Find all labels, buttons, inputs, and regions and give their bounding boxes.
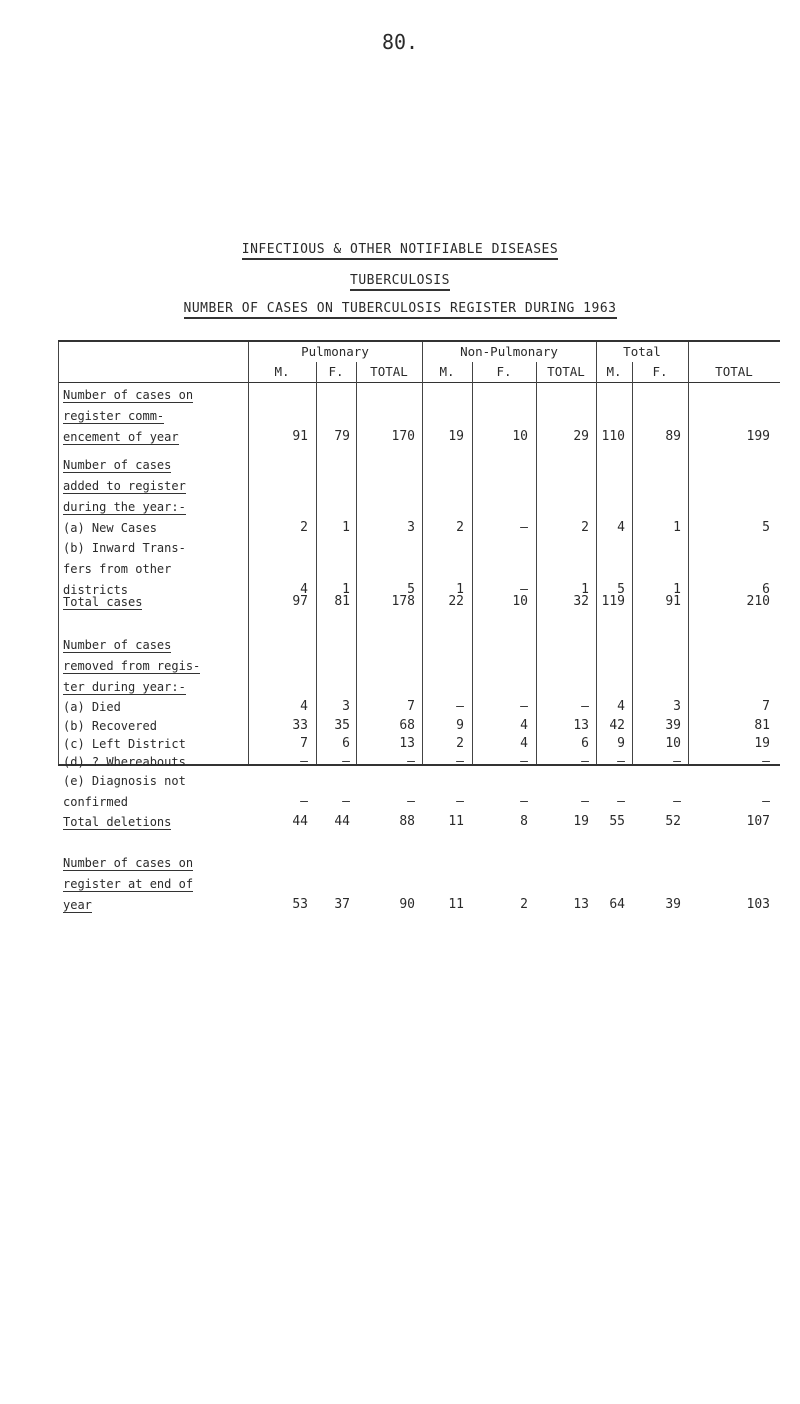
table-cell: 210 xyxy=(746,594,770,609)
row-label-line: during the year:- xyxy=(63,500,186,514)
table-cell: 89 xyxy=(665,429,681,444)
table-cell: – xyxy=(520,794,528,809)
table-cell: 4 xyxy=(617,520,625,535)
table-cell: – xyxy=(762,794,770,809)
col-divider xyxy=(356,362,357,764)
group-header-total: Total xyxy=(623,344,661,359)
col-divider xyxy=(472,362,473,764)
table-cell: 19 xyxy=(573,814,589,829)
table-cell: 37 xyxy=(334,897,350,912)
col-header-nonpulm-m: M. xyxy=(439,364,455,379)
table-cell: 29 xyxy=(573,429,589,444)
table-cell: 5 xyxy=(762,520,770,535)
table-cell: – xyxy=(456,754,464,769)
col-divider xyxy=(632,362,633,764)
table-cell: 39 xyxy=(665,897,681,912)
col-header-total-m: M. xyxy=(606,364,622,379)
table-cell: 1 xyxy=(581,582,589,597)
table-cell: – xyxy=(342,794,350,809)
table-cell: 5 xyxy=(617,582,625,597)
tuberculosis-register-table xyxy=(58,340,780,912)
table-cell: 10 xyxy=(665,736,681,751)
row-label xyxy=(63,754,186,770)
row-label xyxy=(63,594,142,610)
row-label-line: confirmed xyxy=(63,795,129,809)
table-cell: 5 xyxy=(407,582,415,597)
row-label-line: (e) Diagnosis not xyxy=(63,774,186,788)
table-cell: 4 xyxy=(617,699,625,714)
table-cell: – xyxy=(342,754,350,769)
table-cell: 1 xyxy=(342,520,350,535)
table-cell: 3 xyxy=(342,699,350,714)
table-cell: 4 xyxy=(300,699,308,714)
table-cell: 1 xyxy=(342,582,350,597)
table-cell: – xyxy=(520,699,528,714)
table-cell: – xyxy=(617,754,625,769)
table-cell: – xyxy=(407,754,415,769)
table-cell: 6 xyxy=(762,582,770,597)
table-cell: 44 xyxy=(334,814,350,829)
table-cell: 10 xyxy=(512,594,528,609)
table-cell: 44 xyxy=(292,814,308,829)
col-divider xyxy=(536,362,537,764)
table-cell: 55 xyxy=(609,814,625,829)
row-label-line: (d) ? Whereabouts xyxy=(63,755,186,769)
table-cell: – xyxy=(520,754,528,769)
table-border-left xyxy=(58,342,59,764)
table-cell: 33 xyxy=(292,718,308,733)
col-header-nonpulm-total: TOTAL xyxy=(547,364,585,379)
table-cell: 19 xyxy=(448,429,464,444)
col-divider xyxy=(248,342,249,764)
row-label-line: Number of cases xyxy=(63,458,172,472)
table-cell: – xyxy=(520,520,528,535)
row-label xyxy=(63,540,186,598)
table-cell: 68 xyxy=(399,718,415,733)
table-cell: 107 xyxy=(746,814,770,829)
table-cell: 4 xyxy=(520,718,528,733)
col-header-pulm-f: F. xyxy=(328,364,344,379)
table-cell: 170 xyxy=(391,429,415,444)
row-label xyxy=(63,855,193,913)
table-cell: 35 xyxy=(334,718,350,733)
col-header-nonpulm-f: F. xyxy=(496,364,512,379)
table-cell: 103 xyxy=(746,897,770,912)
col-header-total-f: F. xyxy=(652,364,668,379)
table-cell: 7 xyxy=(407,699,415,714)
table-cell: 1 xyxy=(456,582,464,597)
table-cell: 1 xyxy=(673,520,681,535)
table-cell: 6 xyxy=(342,736,350,751)
table-cell: – xyxy=(407,794,415,809)
table-cell: 97 xyxy=(292,594,308,609)
table-title: NUMBER OF CASES ON TUBERCULOSIS REGISTER DURING 1963 xyxy=(0,301,800,316)
table-cell: 64 xyxy=(609,897,625,912)
table-cell: 1 xyxy=(673,582,681,597)
group-header-pulmonary: Pulmonary xyxy=(301,344,369,359)
table-cell: 19 xyxy=(754,736,770,751)
sub-heading: TUBERCULOSIS xyxy=(0,273,800,288)
table-cell: 11 xyxy=(448,897,464,912)
table-cell: 91 xyxy=(665,594,681,609)
table-cell: 91 xyxy=(292,429,308,444)
table-cell: – xyxy=(617,794,625,809)
row-label-line: removed from regis- xyxy=(63,659,201,673)
table-cell: 2 xyxy=(581,520,589,535)
table-cell: 79 xyxy=(334,429,350,444)
row-label-line: Total deletions xyxy=(63,815,172,829)
table-cell: – xyxy=(762,754,770,769)
table-cell: 2 xyxy=(300,520,308,535)
table-cell: 90 xyxy=(399,897,415,912)
table-cell: – xyxy=(300,754,308,769)
table-cell: – xyxy=(456,794,464,809)
row-label xyxy=(63,718,157,734)
row-label xyxy=(63,814,171,830)
table-cell: 88 xyxy=(399,814,415,829)
row-label xyxy=(63,387,193,445)
table-cell: 13 xyxy=(399,736,415,751)
row-label-line: Number of cases on xyxy=(63,388,194,402)
table-cell: – xyxy=(673,754,681,769)
table-cell: 81 xyxy=(754,718,770,733)
table-cell: 2 xyxy=(520,897,528,912)
group-header-non-pulmonary: Non-Pulmonary xyxy=(460,344,558,359)
table-cell: 42 xyxy=(609,718,625,733)
row-label xyxy=(63,699,121,715)
page-number: 80. xyxy=(381,30,419,54)
col-header-pulm-m: M. xyxy=(274,364,290,379)
main-heading: INFECTIOUS & OTHER NOTIFIABLE DISEASES xyxy=(0,242,800,257)
table-cell: 81 xyxy=(334,594,350,609)
row-label-line: register at end of xyxy=(63,877,194,891)
row-label-line: (a) New Cases xyxy=(63,521,157,535)
col-header-pulm-total: TOTAL xyxy=(370,364,408,379)
col-header-grand-total: TOTAL xyxy=(715,364,753,379)
col-divider xyxy=(688,342,689,764)
table-cell: 11 xyxy=(448,814,464,829)
table-cell: 199 xyxy=(746,429,770,444)
row-label xyxy=(63,773,186,810)
row-label-line: register comm- xyxy=(63,409,165,423)
table-cell: 13 xyxy=(573,897,589,912)
table-cell: 4 xyxy=(520,736,528,751)
col-divider xyxy=(422,342,423,764)
table-cell: 53 xyxy=(292,897,308,912)
table-cell: 3 xyxy=(407,520,415,535)
table-cell: 10 xyxy=(512,429,528,444)
table-cell: 32 xyxy=(573,594,589,609)
header-rule xyxy=(58,382,780,383)
row-label xyxy=(63,736,186,752)
row-label-line: fers from other xyxy=(63,562,172,576)
table-cell: 7 xyxy=(300,736,308,751)
table-cell: 52 xyxy=(665,814,681,829)
table-cell: 9 xyxy=(456,718,464,733)
table-cell: 6 xyxy=(581,736,589,751)
row-label-line: Number of cases xyxy=(63,638,172,652)
table-cell: – xyxy=(581,794,589,809)
row-label-line: Number of cases on xyxy=(63,856,194,870)
row-label-line: districts xyxy=(63,583,129,597)
table-cell: 3 xyxy=(673,699,681,714)
table-cell: 119 xyxy=(601,594,625,609)
row-label-line: (b) Recovered xyxy=(63,719,157,733)
row-label xyxy=(63,457,186,515)
table-cell: 178 xyxy=(391,594,415,609)
row-label-line: (c) Left District xyxy=(63,737,186,751)
table-cell: – xyxy=(581,754,589,769)
table-cell: 8 xyxy=(520,814,528,829)
row-label-line: (b) Inward Trans- xyxy=(63,541,186,555)
table-cell: 4 xyxy=(300,582,308,597)
table-cell: – xyxy=(673,794,681,809)
table-cell: 110 xyxy=(601,429,625,444)
row-label xyxy=(63,637,200,695)
row-label-line: ter during year:- xyxy=(63,680,186,694)
table-cell: – xyxy=(520,582,528,597)
table-cell: 2 xyxy=(456,520,464,535)
table-cell: 9 xyxy=(617,736,625,751)
table-cell: 7 xyxy=(762,699,770,714)
row-label-line: added to register xyxy=(63,479,186,493)
row-label-line: (a) Died xyxy=(63,700,121,714)
table-cell: – xyxy=(456,699,464,714)
table-cell: – xyxy=(300,794,308,809)
table-cell: 2 xyxy=(456,736,464,751)
row-label-line: Total cases xyxy=(63,595,143,609)
row-label xyxy=(63,520,157,536)
table-cell: 39 xyxy=(665,718,681,733)
table-cell: – xyxy=(581,699,589,714)
row-label-line: year xyxy=(63,898,92,912)
row-label-line: encement of year xyxy=(63,430,179,444)
table-cell: 13 xyxy=(573,718,589,733)
table-cell: 22 xyxy=(448,594,464,609)
